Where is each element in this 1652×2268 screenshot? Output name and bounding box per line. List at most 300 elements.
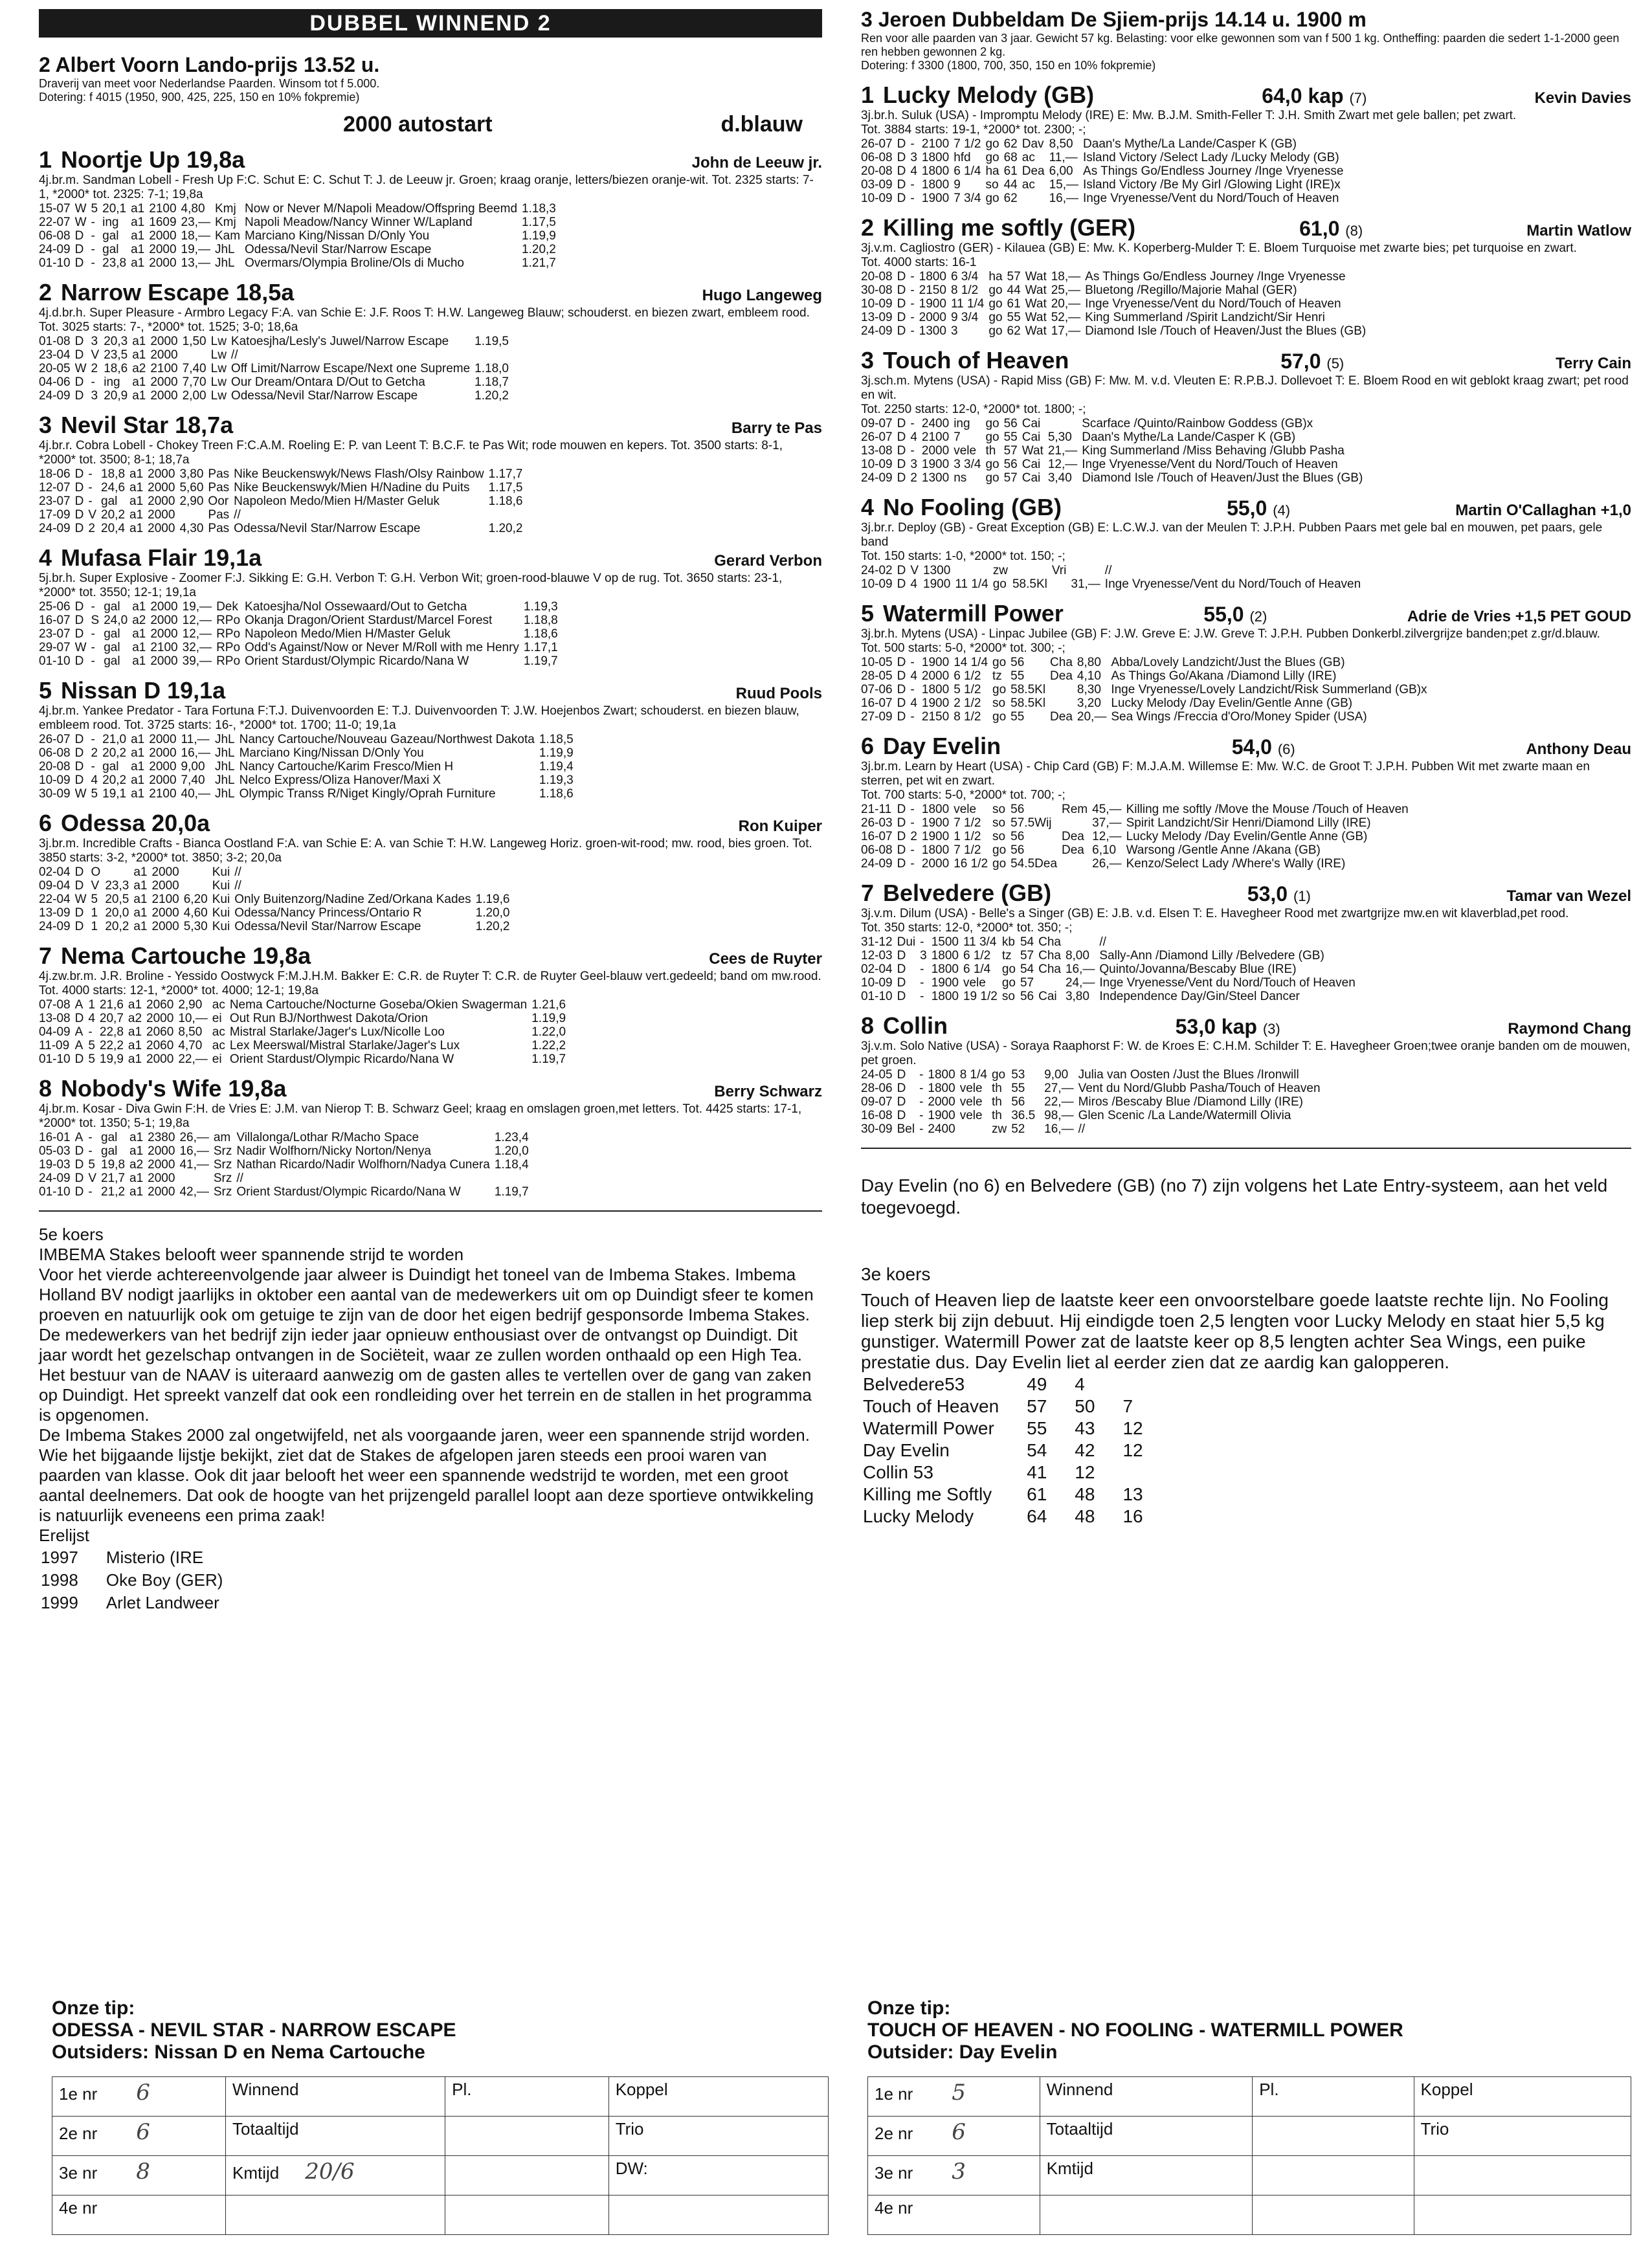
- horse-entry: [39, 810, 822, 933]
- form-cell: 9,00: [1044, 1068, 1069, 1082]
- form-cell: Katoesjha/Lesly's Juwel/Narrow Escape: [230, 335, 449, 348]
- form-table: [39, 335, 513, 403]
- form-row: [39, 879, 514, 893]
- form-row: [861, 830, 1413, 843]
- bet-field-label: Winnend: [225, 2077, 445, 2117]
- bet-row: [868, 2156, 1631, 2196]
- form-cell: so: [992, 696, 1006, 710]
- form-cell: 1.19,7: [523, 654, 558, 668]
- form-cell: 2000: [151, 906, 179, 920]
- form-cell: Out Run BJ/Northwest Dakota/Orion: [229, 1012, 429, 1025]
- koers3-heading: 3e koers: [861, 1264, 931, 1284]
- form-cell: -: [88, 467, 93, 481]
- form-cell: Dek: [216, 600, 238, 614]
- form-cell: gal: [102, 229, 119, 243]
- form-cell: 2000: [150, 348, 178, 362]
- form-cell: 1.20,2: [475, 920, 510, 933]
- form-row: [39, 1172, 533, 1185]
- form-cell: a1: [131, 746, 145, 760]
- form-cell: V: [91, 348, 100, 362]
- tip-label: Onze tip:: [867, 1997, 951, 2019]
- form-cell: 1300: [921, 471, 950, 485]
- form-cell: Napoleon Medo/Mien H/Master Geluk: [245, 627, 451, 641]
- form-cell: Cha: [1038, 935, 1061, 949]
- form-cell: 3 3/4: [954, 458, 981, 471]
- form-cell: [476, 879, 515, 893]
- form-cell: 1.19,9: [531, 1012, 566, 1025]
- bet-field-label: [225, 2156, 445, 2196]
- post-position: (7): [1349, 90, 1367, 106]
- winner-year: 1999: [41, 1593, 78, 1612]
- form-cell: 1300: [919, 324, 946, 338]
- jockey-name: Raymond Chang: [1508, 1020, 1631, 1038]
- form-cell: -: [910, 803, 915, 816]
- form-cell: 04-09: [39, 1025, 71, 1039]
- form-cell: Cai: [1038, 990, 1057, 1003]
- horse-entry: [861, 733, 1631, 871]
- totals: Tot. 2250 starts: 12-0, *2000* tot. 1800; -;: [861, 403, 1086, 416]
- form-cell: 12,—: [1092, 830, 1122, 843]
- form-cell: Dea: [1050, 669, 1073, 683]
- horse-number: 5: [39, 677, 52, 704]
- form-cell: Napoleon Medo/Mien H/Master Geluk: [234, 495, 440, 508]
- form-cell: 16-07: [39, 614, 71, 627]
- form-row: [39, 1185, 533, 1199]
- form-cell: D: [74, 920, 84, 933]
- form-cell: 1.20,2: [488, 522, 523, 535]
- form-cell: vele: [959, 1095, 983, 1109]
- form-cell: //: [1078, 1122, 1086, 1136]
- form-row: [861, 976, 1360, 990]
- form-cell: D: [897, 669, 906, 683]
- form-cell: 01-10: [39, 1052, 71, 1066]
- form-cell: 40,—: [181, 787, 210, 801]
- form-cell: 8,30: [1077, 683, 1101, 696]
- form-cell: 31,—: [1071, 577, 1100, 591]
- form-cell: D: [74, 760, 84, 773]
- bet-number-label: [868, 2077, 1040, 2117]
- bet-number-text: 2e nr: [875, 2124, 913, 2143]
- form-cell: 1900: [921, 830, 950, 843]
- bet-field-label: [1414, 2156, 1631, 2196]
- form-row: [39, 467, 527, 481]
- form-cell: gal: [101, 495, 118, 508]
- start-line: [39, 112, 822, 137]
- form-row: [861, 990, 1360, 1003]
- form-cell: vele: [959, 1109, 983, 1122]
- form-cell: 56: [1011, 1095, 1025, 1109]
- form-cell: Vri: [1051, 564, 1067, 577]
- form-cell: 54: [1020, 935, 1034, 949]
- horse-header: [861, 1012, 1631, 1040]
- form-cell: D: [897, 444, 906, 458]
- form-cell: gal: [102, 760, 119, 773]
- form-cell: W: [74, 641, 87, 654]
- form-cell: 32,—: [182, 641, 212, 654]
- form-row: [861, 1082, 1325, 1095]
- form-cell: go: [985, 137, 999, 151]
- form-cell: 2000: [919, 311, 946, 324]
- form-cell: 1800: [928, 1068, 955, 1082]
- form-cell: ac: [212, 1039, 225, 1052]
- form-cell: D: [74, 508, 84, 522]
- form-cell: -: [920, 990, 924, 1003]
- form-row: [39, 1025, 570, 1039]
- form-cell: 2: [88, 522, 95, 535]
- horse-title: Day Evelin: [883, 733, 1001, 759]
- form-cell: Okanja Dragon/Orient Stardust/Marcel Forest: [245, 614, 493, 627]
- form-cell: 12,—: [182, 627, 212, 641]
- form-cell: Dav: [1021, 137, 1044, 151]
- weight-cell: Day Evelin: [863, 1440, 950, 1460]
- jockey-name: Anthony Deau: [1526, 740, 1631, 758]
- form-cell: [1048, 417, 1082, 430]
- form-cell: Overmars/Olympia Broline/Ols di Mucho: [245, 256, 464, 270]
- form-cell: 18,—: [1051, 270, 1081, 284]
- form-cell: [183, 348, 211, 362]
- form-cell: 05-03: [39, 1144, 71, 1158]
- form-cell: 20,7: [99, 1012, 124, 1025]
- form-cell: 1800: [931, 949, 959, 962]
- form-cell: W: [74, 362, 87, 375]
- handwritten-number: 6: [136, 2080, 150, 2106]
- left-tip-box: [52, 1997, 829, 2235]
- form-cell: D: [897, 178, 906, 192]
- form-cell: go: [992, 857, 1007, 871]
- form-cell: Srz: [213, 1144, 232, 1158]
- form-cell: D: [897, 297, 906, 311]
- form-cell: so: [992, 816, 1006, 830]
- form-cell: 1.17,1: [523, 641, 558, 654]
- form-cell: 12-03: [861, 949, 893, 962]
- form-cell: Vent du Nord/Glubb Pasha/Touch of Heaven: [1078, 1082, 1321, 1095]
- form-cell: 1.17,5: [522, 216, 556, 229]
- form-cell: 2000: [928, 1095, 955, 1109]
- form-cell: 6 3/4: [950, 270, 979, 284]
- form-cell: Odd's Against/Now or Never M/Roll with me Henry: [245, 641, 519, 654]
- form-cell: V: [88, 508, 97, 522]
- horse-title: Nevil Star 18,7a: [61, 412, 234, 438]
- form-cell: 4,10: [1077, 669, 1101, 683]
- form-cell: A: [74, 998, 84, 1012]
- form-cell: D: [74, 522, 84, 535]
- form-cell: 6,10: [1092, 843, 1117, 857]
- bet-field-label: Koppel: [1414, 2077, 1631, 2117]
- form-cell: 1500: [931, 935, 959, 949]
- horse-entry: [39, 146, 822, 270]
- form-cell: a1: [132, 375, 146, 389]
- form-row: [861, 1095, 1325, 1109]
- form-row: [39, 1144, 533, 1158]
- form-cell: 9,00: [181, 760, 205, 773]
- form-cell: RPo: [216, 641, 241, 654]
- horse-header: [39, 279, 822, 306]
- form-cell: D: [897, 656, 906, 669]
- form-cell: 57.5Wij: [1010, 816, 1052, 830]
- form-cell: 1.18,3: [522, 202, 556, 216]
- form-cell: D: [74, 906, 84, 920]
- form-cell: 1.19,9: [539, 746, 574, 760]
- bet-row: [52, 2077, 829, 2117]
- horse-header: [39, 677, 822, 704]
- form-cell: 1.18,5: [539, 733, 574, 746]
- weight-cell: 4: [1075, 1374, 1085, 1394]
- horse-header: [39, 942, 822, 970]
- form-cell: 52,—: [1051, 311, 1081, 324]
- form-cell: Diamond Isle /Touch of Heaven/Just the Blues (GB): [1082, 471, 1363, 485]
- form-cell: 11 1/4: [950, 297, 985, 311]
- form-cell: -: [910, 710, 915, 724]
- form-cell: 1300: [923, 564, 951, 577]
- form-cell: 7 1/2: [954, 843, 981, 857]
- horse-name: [39, 810, 210, 837]
- bet-number-label: [52, 2117, 226, 2156]
- form-cell: 2100: [149, 787, 177, 801]
- winner-row: [40, 1592, 249, 1614]
- form-cell: 10-09: [861, 297, 893, 311]
- form-cell: JhL: [214, 256, 235, 270]
- form-cell: 18,—: [181, 229, 210, 243]
- form-cell: RPo: [216, 627, 241, 641]
- bet-field-label: Totaaltijd: [225, 2117, 445, 2156]
- form-cell: //: [1104, 564, 1112, 577]
- form-cell: 9 3/4: [950, 311, 979, 324]
- form-cell: 5,30: [183, 920, 208, 933]
- form-cell: -: [910, 444, 915, 458]
- form-cell: 1.18,4: [494, 1158, 529, 1172]
- form-cell: 23-07: [39, 495, 71, 508]
- form-cell: D: [897, 471, 906, 485]
- form-cell: -: [919, 1095, 924, 1109]
- form-cell: 1: [91, 906, 98, 920]
- form-cell: Bel: [897, 1122, 915, 1136]
- horse-name: [861, 494, 1062, 521]
- tip-outsiders: Outsider: Day Evelin: [867, 2041, 1058, 2063]
- form-cell: 1.22,2: [531, 1039, 566, 1052]
- form-cell: 8 1/2: [950, 284, 979, 297]
- post-position: (3): [1262, 1021, 1280, 1037]
- form-cell: 1: [91, 920, 98, 933]
- form-cell: a1: [131, 243, 145, 256]
- form-cell: 2000: [150, 654, 178, 668]
- bet-field-label: Koppel: [608, 2077, 828, 2117]
- form-cell: Lw: [210, 389, 227, 403]
- form-cell: 12,—: [1047, 458, 1078, 471]
- form-cell: 2000: [150, 335, 178, 348]
- form-cell: gal: [101, 1144, 118, 1158]
- form-cell: A: [74, 1025, 84, 1039]
- form-cell: tz: [992, 669, 1002, 683]
- article: [39, 1225, 822, 1615]
- form-cell: D: [897, 710, 906, 724]
- handwritten-number: 6: [136, 2119, 150, 2145]
- form-cell: Orient Stardust/Olympic Ricardo/Nana W: [236, 1185, 461, 1199]
- form-cell: th: [991, 1095, 1002, 1109]
- form-cell: 20,3: [104, 335, 128, 348]
- tip-outsiders: Outsiders: Nissan D en Nema Cartouche: [52, 2041, 425, 2063]
- bet-field-label: [445, 2156, 609, 2196]
- bet-field-label: [1253, 2196, 1414, 2235]
- form-cell: 16-08: [861, 1109, 893, 1122]
- form-cell: 4: [910, 430, 917, 444]
- form-cell: Lw: [210, 348, 227, 362]
- form-cell: 68: [1003, 151, 1018, 164]
- form-cell: 24-05: [861, 1068, 893, 1082]
- pedigree: 3j.sch.m. Mytens (USA) - Rapid Miss (GB) F: Mw. M. v.d. Vleuten E: R.P.B.J. Dollevoet T: E. Bloem Rood en wit geblokt kraag zwart; pet rood en wit.: [861, 374, 1629, 402]
- bet-number-text: 2e nr: [59, 2124, 98, 2143]
- weight-value: 61,0: [1299, 217, 1340, 240]
- form-cell: W: [74, 893, 87, 906]
- form-cell: 2000: [151, 879, 179, 893]
- form-cell: 19-03: [39, 1158, 71, 1172]
- form-cell: -: [910, 270, 915, 284]
- form-cell: Cha: [1038, 962, 1061, 976]
- horse-name: [39, 677, 225, 704]
- form-cell: go: [985, 458, 999, 471]
- form-row: [861, 816, 1413, 830]
- form-row: [861, 444, 1367, 458]
- form-cell: a1: [131, 773, 145, 787]
- form-cell: 01-10: [861, 990, 893, 1003]
- form-row: [39, 787, 578, 801]
- form-cell: -: [91, 375, 95, 389]
- form-cell: [495, 1172, 533, 1185]
- form-cell: 2000: [921, 857, 950, 871]
- form-row: [39, 746, 578, 760]
- form-row: [39, 348, 513, 362]
- horse-header: [861, 214, 1631, 241]
- form-cell: a1: [129, 1131, 144, 1144]
- weight-cell: 55: [1027, 1418, 1047, 1438]
- form-cell: 2380: [148, 1131, 175, 1144]
- form-cell: Nelco Express/Oliza Hanover/Maxi X: [239, 773, 441, 787]
- form-cell: 5: [91, 202, 98, 216]
- form-cell: Orient Stardust/Olympic Ricardo/Nana W: [229, 1052, 454, 1066]
- form-cell: 2000: [150, 600, 178, 614]
- form-cell: so: [985, 178, 999, 192]
- right-tip-box: [867, 1997, 1631, 2235]
- form-cell: Marciano King/Nissan D/Only You: [245, 229, 430, 243]
- form-cell: Odessa/Nevil Star/Narrow Escape: [234, 920, 421, 933]
- weight-row: [862, 1374, 1169, 1395]
- form-cell: a1: [131, 216, 145, 229]
- form-cell: Kam: [214, 229, 241, 243]
- form-cell: 22,8: [99, 1025, 124, 1039]
- form-cell: ing: [102, 216, 119, 229]
- form-cell: Oor: [208, 495, 229, 508]
- form-row: [861, 803, 1413, 816]
- form-row: [861, 1068, 1325, 1082]
- form-cell: 20,—: [1077, 710, 1107, 724]
- form-cell: 11-09: [39, 1039, 70, 1052]
- form-cell: D: [897, 137, 906, 151]
- horse-number: 4: [39, 544, 52, 571]
- form-cell: 03-09: [861, 178, 893, 192]
- form-cell: Olympic Transs R/Niget Kingly/Oprah Furniture: [239, 787, 496, 801]
- form-cell: D: [897, 816, 906, 830]
- form-cell: D: [74, 1158, 84, 1172]
- race-distance: 2000 autostart: [343, 112, 493, 137]
- form-cell: 55: [1010, 669, 1025, 683]
- horse-weight: [1176, 1015, 1280, 1039]
- form-cell: 1.23,4: [494, 1131, 529, 1144]
- horse-header: [39, 146, 822, 173]
- form-cell: 30-09: [39, 787, 71, 801]
- form-cell: Lucky Melody /Day Evelin/Gentle Anne (GB): [1111, 696, 1353, 710]
- form-cell: 20,2: [102, 746, 127, 760]
- form-cell: a1: [131, 760, 145, 773]
- form-cell: Daan's Mythe/La Lande/Casper K (GB): [1083, 137, 1297, 151]
- bet-number-text: 1e nr: [875, 2084, 913, 2104]
- form-cell: Odessa/Nevil Star/Narrow Escape: [230, 389, 418, 403]
- horse-title: Nobody's Wife 19,8a: [61, 1075, 287, 1102]
- form-cell: 1.19,7: [531, 1052, 566, 1066]
- form-cell: 8 1/2: [954, 710, 981, 724]
- form-cell: 5: [91, 787, 98, 801]
- erelijst-label: Erelijst: [39, 1526, 90, 1545]
- form-cell: D: [897, 1082, 906, 1095]
- form-cell: a1: [131, 256, 145, 270]
- form-cell: 24-09: [39, 389, 71, 403]
- form-row: [39, 362, 513, 375]
- form-cell: -: [88, 495, 93, 508]
- form-cell: Cai: [1021, 430, 1041, 444]
- form-cell: D: [897, 990, 906, 1003]
- weight-cell: Collin 53: [863, 1462, 933, 1482]
- form-cell: Daan's Mythe/La Lande/Casper K (GB): [1082, 430, 1296, 444]
- pedigree: 4j.br.m. Sandman Lobell - Fresh Up F:C. Schut E: C. Schut T: J. de Leeuw jr. Groen; kraag oranje, letters/biezen oranje-wit. Tot. 2325 starts: 7-1, *2000* tot. 2325: 7-1; 19,8a: [39, 173, 814, 201]
- form-cell: 22-07: [39, 216, 71, 229]
- form-table: [861, 656, 1432, 724]
- form-cell: a1: [133, 893, 148, 906]
- bet-row: [868, 2196, 1631, 2235]
- horse-weight: [1280, 350, 1344, 373]
- form-cell: 01-08: [39, 335, 71, 348]
- pedigree: 4j.zw.br.m. J.R. Broline - Yessido Oostwyck F:M.J.H.M. Bakker E: C.R. de Ruyter T: C.R. de Ruyter Geel-blauw vert.gedeeld; band om mw.rood. Tot. 4000 starts: 12-1, *2000* tot. 4000; 12-1; 19,8a: [39, 970, 821, 997]
- form-cell: 16,—: [181, 746, 210, 760]
- form-cell: D: [74, 654, 84, 668]
- weight-cell: 16: [1122, 1506, 1143, 1526]
- form-cell: 2100: [921, 137, 950, 151]
- form-cell: D: [897, 830, 906, 843]
- form-cell: Inge Vryenesse/Vent du Nord/Touch of Heaven: [1085, 297, 1341, 311]
- bet-field-label: Trio: [608, 2117, 828, 2156]
- horse-weight: [1299, 217, 1363, 241]
- horse-title: Collin: [883, 1012, 948, 1039]
- horse-name: [861, 733, 1001, 760]
- form-cell: 22-04: [39, 893, 71, 906]
- form-cell: 06-08: [861, 151, 893, 164]
- form-cell: Wat: [1025, 270, 1047, 284]
- form-cell: -: [91, 600, 95, 614]
- form-cell: 1800: [931, 990, 959, 1003]
- form-cell: Dea: [1062, 843, 1084, 857]
- form-row: [861, 669, 1432, 683]
- form-cell: Srz: [213, 1158, 232, 1172]
- weight-value: 53,0 kap: [1175, 1015, 1257, 1038]
- horse-weight: [1227, 496, 1290, 520]
- form-cell: 39,—: [182, 654, 212, 668]
- form-cell: 4,30: [179, 522, 204, 535]
- form-cell: 45,—: [1092, 803, 1122, 816]
- horse-header: [861, 82, 1631, 109]
- form-row: [39, 760, 578, 773]
- form-cell: a1: [131, 229, 145, 243]
- form-cell: -: [88, 1185, 93, 1199]
- form-row: [39, 229, 561, 243]
- form-cell: 16,—: [1049, 192, 1079, 205]
- form-cell: vele: [954, 803, 977, 816]
